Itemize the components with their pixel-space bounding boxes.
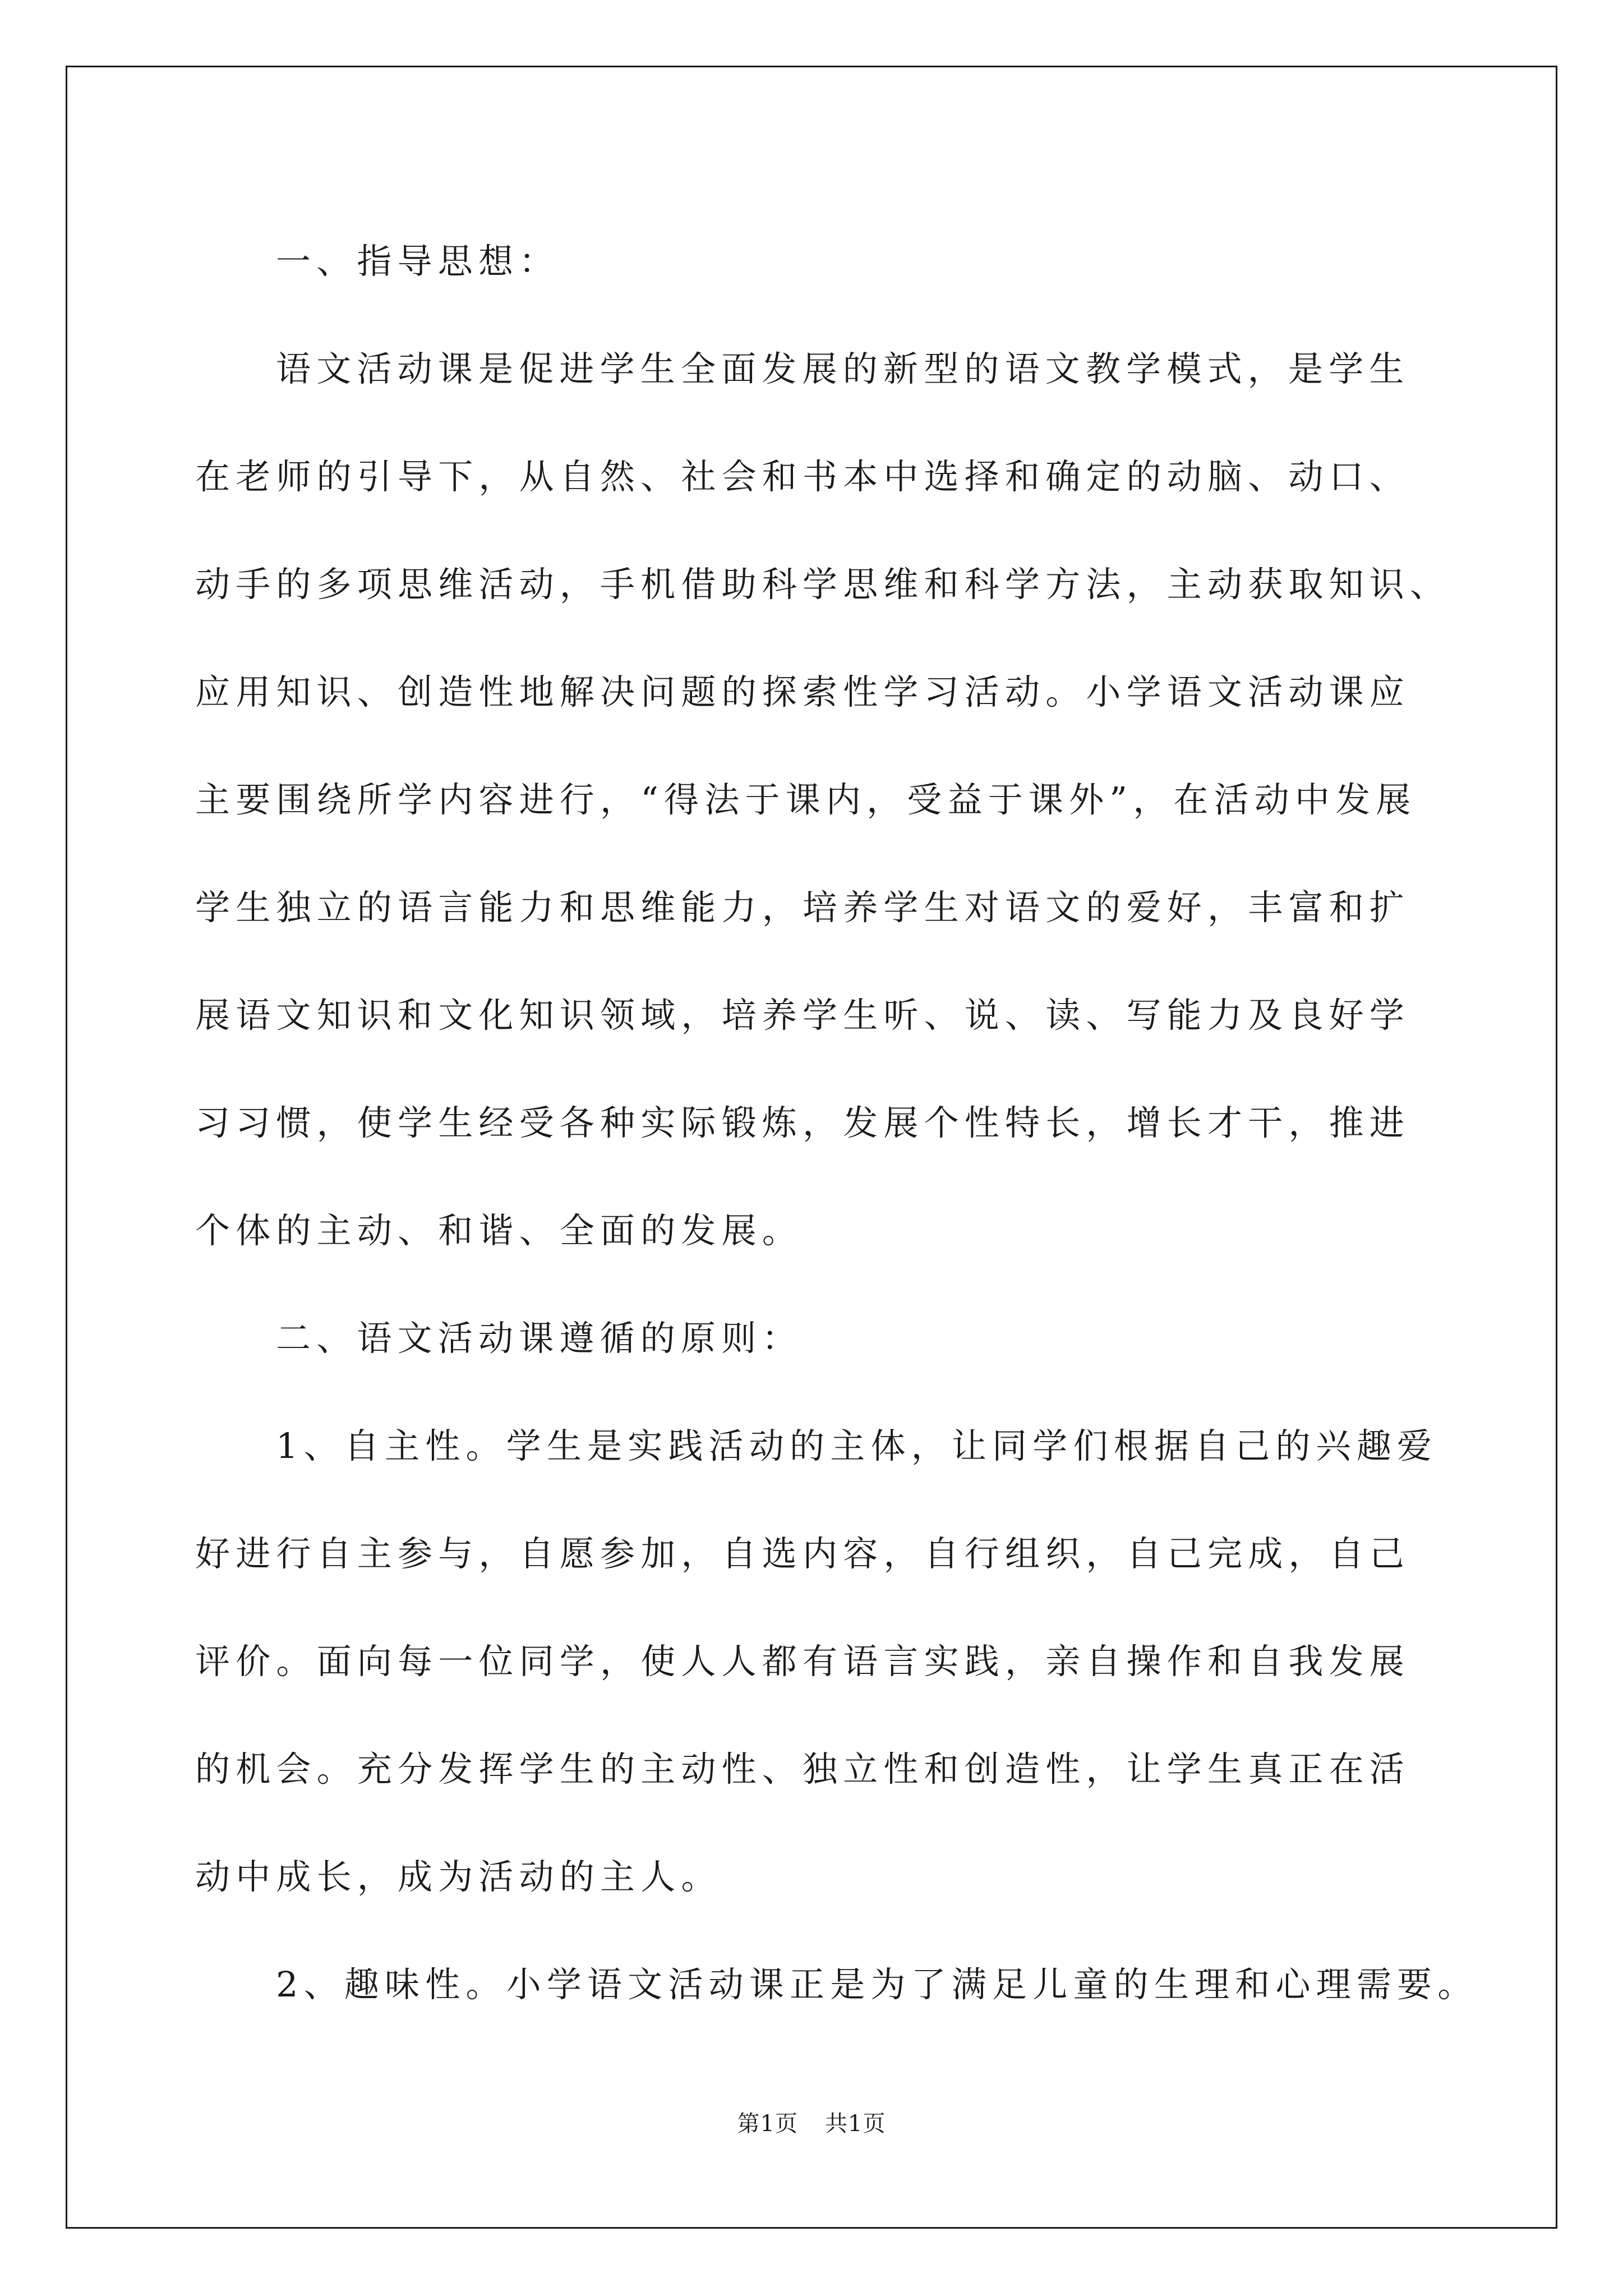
paragraph-line: 主要围绕所学内容进行，“得法于课内，受益于课外”，在活动中发展 xyxy=(195,779,1417,820)
document-body xyxy=(195,208,1478,2039)
paragraph-line: 1、自主性。学生是实践活动的主体，让同学们根据自己的兴趣爱 xyxy=(276,1425,1438,1466)
paragraph-line: 在老师的引导下，从自然、社会和书本中选择和确定的动脑、动口、 xyxy=(195,456,1410,497)
paragraph-line: 展语文知识和文化知识领域，培养学生听、说、读、写能力及良好学 xyxy=(195,995,1410,1036)
paragraph-line: 好进行自主参与，自愿参加，自选内容，自行组织，自己完成，自己 xyxy=(195,1533,1410,1574)
paragraph-line: 动手的多项思维活动，手机借助科学思维和科学方法，主动获取知识、 xyxy=(195,564,1451,605)
paragraph-line: 个体的主动、和谐、全面的发展。 xyxy=(195,1210,803,1251)
page-footer xyxy=(0,2106,1623,2138)
paragraph-line: 应用知识、创造性地解决问题的探索性学习活动。小学语文活动课应 xyxy=(195,671,1410,712)
heading-principles: 二、语文活动课遵循的原则： xyxy=(276,1318,803,1359)
paragraph-line: 学生独立的语言能力和思维能力，培养学生对语文的爱好，丰富和扩 xyxy=(195,887,1410,928)
paragraph-line: 动中成长，成为活动的主人。 xyxy=(195,1856,722,1897)
paragraph-line: 语文活动课是促进学生全面发展的新型的语文教学模式，是学生 xyxy=(276,348,1410,389)
paragraph-line: 的机会。充分发挥学生的主动性、独立性和创造性，让学生真正在活 xyxy=(195,1749,1410,1789)
heading-guiding-ideology: 一、指导思想： xyxy=(276,241,560,282)
page-number-current: 第1页 xyxy=(737,2111,798,2137)
page-number-total: 共1页 xyxy=(825,2111,886,2137)
paragraph-line: 2、趣味性。小学语文活动课正是为了满足儿童的生理和心理需要。 xyxy=(276,1964,1478,2005)
paragraph-line: 评价。面向每一位同学，使人人都有语言实践，亲自操作和自我发展 xyxy=(195,1641,1410,1682)
paragraph-line: 习习惯，使学生经受各种实际锻炼，发展个性特长，增长才干，推进 xyxy=(195,1102,1410,1143)
